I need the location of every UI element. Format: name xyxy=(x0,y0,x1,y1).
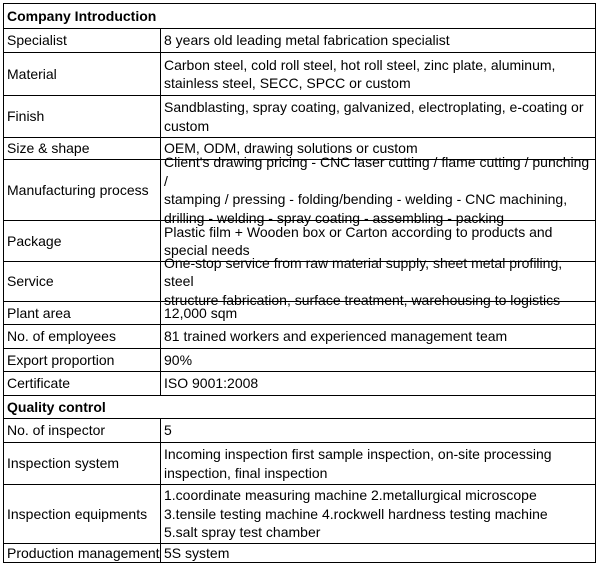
row-value: 90% xyxy=(164,351,193,368)
row-label: Size & shape xyxy=(4,138,161,159)
row-value: OEM, ODM, drawing solutions or custom xyxy=(164,140,418,157)
row-value: 12,000 sqm xyxy=(164,304,238,321)
table-row xyxy=(4,372,595,396)
table-row xyxy=(4,254,595,308)
row-value: ISO 9001:2008 xyxy=(164,375,259,392)
row-value: Sandblasting, spray coating, galvanized, electroplating, e-coating or custom xyxy=(164,99,584,134)
row-value: Plastic film + Wooden box or Carton according to products and special needs xyxy=(164,223,553,258)
table-row xyxy=(4,544,595,562)
row-label: Specialist xyxy=(4,29,161,52)
row-value: 81 trained workers and experienced management team xyxy=(164,328,508,345)
table-row xyxy=(4,443,595,485)
section-title: Quality control xyxy=(7,398,106,415)
row-label: Plant area xyxy=(4,302,161,324)
row-value: Incoming inspection first sample inspection, on-site processing inspection, final inspection xyxy=(164,446,552,481)
row-label: Export proportion xyxy=(4,349,161,371)
table-row xyxy=(4,29,595,53)
row-label: Inspection system xyxy=(4,443,161,484)
row-label: Package xyxy=(4,221,161,261)
section-title: Company Introduction xyxy=(7,7,157,24)
table-row xyxy=(4,419,595,443)
row-label: Production management xyxy=(4,544,161,562)
row-value: Carbon steel, cold roll steel, hot roll steel, zinc plate, aluminum, stainless steel, SECC, SPCC or custom xyxy=(164,56,556,91)
row-label: Certificate xyxy=(4,372,161,395)
table-row xyxy=(4,154,595,226)
spec-table xyxy=(3,3,596,563)
row-value: 5S system xyxy=(164,544,230,561)
section-header-quality xyxy=(4,396,595,419)
row-value: One-stop service from raw material supply, sheet metal profiling, steel structure fabrication, surface treatment, warehousing to logistics xyxy=(164,254,563,308)
table-row xyxy=(4,325,595,349)
table-row xyxy=(4,96,595,138)
section-header-company xyxy=(4,4,595,29)
row-value: 5 xyxy=(164,422,172,439)
row-label: Manufacturing process xyxy=(4,160,161,220)
row-value: 1.coordinate measuring machine 2.metallurgical microscope 3.tensile testing machine 4.rockwell hardness testing machine 5.salt spray test chamber xyxy=(164,487,548,541)
row-value: 8 years old leading metal fabrication specialist xyxy=(164,32,450,49)
table-row xyxy=(4,53,595,96)
row-label: Material xyxy=(4,53,161,95)
table-row xyxy=(4,485,595,544)
row-label: Service xyxy=(4,262,161,301)
row-label: Finish xyxy=(4,96,161,137)
row-label: No. of employees xyxy=(4,325,161,348)
row-value: Client's drawing pricing - CNC laser cutting / flame cutting / punching / stamping / pressing - folding/bending - welding - CNC machining, drilling - welding - spray coating - assembling - packing xyxy=(164,154,590,226)
table-row xyxy=(4,349,595,372)
table-row xyxy=(4,302,595,325)
row-label: Inspection equipments xyxy=(4,485,161,543)
row-label: No. of inspector xyxy=(4,419,161,442)
